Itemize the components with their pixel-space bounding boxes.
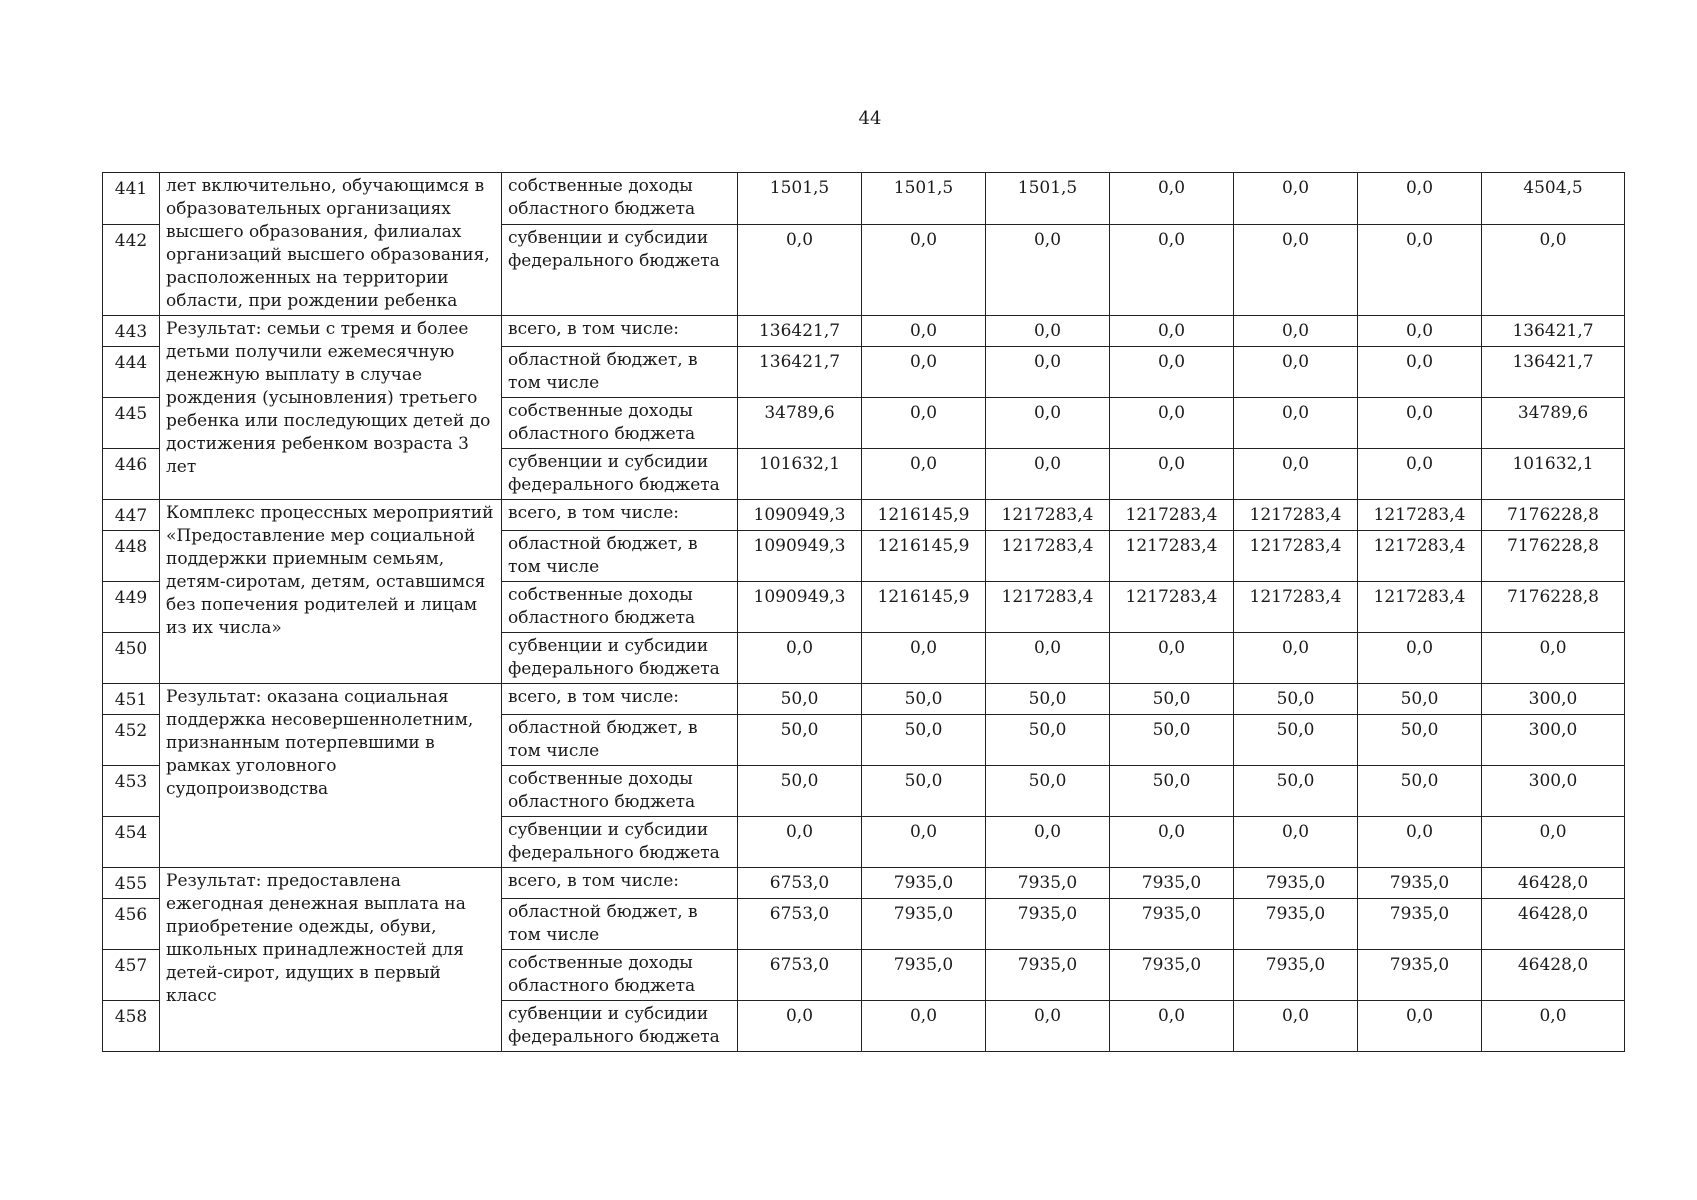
total-value: 34789,6 xyxy=(1482,398,1625,449)
year-value: 0,0 xyxy=(1110,347,1234,398)
row-number: 453 xyxy=(103,766,160,817)
table-row xyxy=(103,684,1625,715)
year-value: 1217283,4 xyxy=(1234,500,1358,531)
total-value: 136421,7 xyxy=(1482,316,1625,347)
year-value: 1090949,3 xyxy=(738,531,862,582)
table-row xyxy=(103,173,1625,225)
year-value: 0,0 xyxy=(1110,225,1234,316)
year-value: 50,0 xyxy=(738,766,862,817)
item-description: Комплекс процессных мероприятий «Предоставление мер социальной поддержки приемным семьям, детям-сиротам, детям, оставшимся без попечения родителей и лицам из их числа» xyxy=(160,500,502,684)
year-value: 50,0 xyxy=(1234,766,1358,817)
table-row xyxy=(103,868,1625,899)
year-value: 0,0 xyxy=(1358,1001,1482,1052)
total-value: 300,0 xyxy=(1482,684,1625,715)
year-value: 7935,0 xyxy=(1234,950,1358,1001)
year-value: 0,0 xyxy=(1110,449,1234,500)
total-value: 7176228,8 xyxy=(1482,582,1625,633)
year-value: 0,0 xyxy=(1234,316,1358,347)
item-description: лет включительно, обучающимся в образовательных организациях высшего образования, филиалах организаций высшего образования, расположенных на территории области, при рождении ребенка xyxy=(160,173,502,316)
year-value: 0,0 xyxy=(986,633,1110,684)
year-value: 136421,7 xyxy=(738,316,862,347)
funding-source: всего, в том числе: xyxy=(502,316,738,347)
total-value: 7176228,8 xyxy=(1482,531,1625,582)
year-value: 1216145,9 xyxy=(862,582,986,633)
year-value: 50,0 xyxy=(1358,684,1482,715)
year-value: 0,0 xyxy=(738,225,862,316)
row-number: 441 xyxy=(103,173,160,225)
funding-source: собственные доходы областного бюджета xyxy=(502,582,738,633)
funding-source: субвенции и субсидии федерального бюджета xyxy=(502,225,738,316)
year-value: 0,0 xyxy=(986,449,1110,500)
year-value: 0,0 xyxy=(862,398,986,449)
row-number: 452 xyxy=(103,715,160,766)
year-value: 0,0 xyxy=(862,449,986,500)
table-row xyxy=(103,500,1625,531)
total-value: 0,0 xyxy=(1482,817,1625,868)
year-value: 1217283,4 xyxy=(1110,500,1234,531)
year-value: 101632,1 xyxy=(738,449,862,500)
year-value: 50,0 xyxy=(1110,715,1234,766)
total-value: 300,0 xyxy=(1482,715,1625,766)
year-value: 0,0 xyxy=(738,817,862,868)
item-description: Результат: оказана социальная поддержка несовершеннолетним, признанным потерпевшими в рамках уголовного судопроизводства xyxy=(160,684,502,868)
year-value: 0,0 xyxy=(986,1001,1110,1052)
year-value: 7935,0 xyxy=(862,868,986,899)
year-value: 1501,5 xyxy=(738,173,862,225)
year-value: 1217283,4 xyxy=(986,500,1110,531)
item-description: Результат: семьи с тремя и более детьми получили ежемесячную денежную выплату в случае рождения (усыновления) третьего ребенка или последующих детей до достижения ребенком возраста 3 лет xyxy=(160,316,502,500)
year-value: 0,0 xyxy=(1358,817,1482,868)
funding-source: областной бюджет, в том числе xyxy=(502,715,738,766)
year-value: 50,0 xyxy=(1358,766,1482,817)
funding-source: всего, в том числе: xyxy=(502,500,738,531)
year-value: 1216145,9 xyxy=(862,531,986,582)
year-value: 0,0 xyxy=(986,316,1110,347)
year-value: 50,0 xyxy=(986,684,1110,715)
year-value: 0,0 xyxy=(1358,173,1482,225)
year-value: 50,0 xyxy=(862,766,986,817)
year-value: 1217283,4 xyxy=(1110,531,1234,582)
row-number: 457 xyxy=(103,950,160,1001)
year-value: 1216145,9 xyxy=(862,500,986,531)
row-number: 446 xyxy=(103,449,160,500)
row-number: 443 xyxy=(103,316,160,347)
year-value: 6753,0 xyxy=(738,868,862,899)
funding-source: субвенции и субсидии федерального бюджета xyxy=(502,1001,738,1052)
row-number: 456 xyxy=(103,899,160,950)
year-value: 0,0 xyxy=(986,347,1110,398)
total-value: 7176228,8 xyxy=(1482,500,1625,531)
total-value: 0,0 xyxy=(1482,225,1625,316)
year-value: 0,0 xyxy=(1110,817,1234,868)
row-number: 448 xyxy=(103,531,160,582)
year-value: 0,0 xyxy=(1110,173,1234,225)
year-value: 7935,0 xyxy=(1358,899,1482,950)
row-number: 445 xyxy=(103,398,160,449)
page-number: 44 xyxy=(858,108,882,129)
funding-source: собственные доходы областного бюджета xyxy=(502,950,738,1001)
year-value: 50,0 xyxy=(738,684,862,715)
year-value: 0,0 xyxy=(1234,449,1358,500)
year-value: 7935,0 xyxy=(862,899,986,950)
funding-source: субвенции и субсидии федерального бюджета xyxy=(502,817,738,868)
total-value: 300,0 xyxy=(1482,766,1625,817)
year-value: 0,0 xyxy=(1358,225,1482,316)
row-number: 449 xyxy=(103,582,160,633)
year-value: 6753,0 xyxy=(738,899,862,950)
year-value: 1090949,3 xyxy=(738,500,862,531)
year-value: 0,0 xyxy=(738,1001,862,1052)
funding-source: областной бюджет, в том числе xyxy=(502,899,738,950)
year-value: 1217283,4 xyxy=(1358,582,1482,633)
funding-source: всего, в том числе: xyxy=(502,868,738,899)
funding-source: субвенции и субсидии федерального бюджета xyxy=(502,449,738,500)
year-value: 1217283,4 xyxy=(986,531,1110,582)
year-value: 50,0 xyxy=(986,766,1110,817)
funding-source: областной бюджет, в том числе xyxy=(502,347,738,398)
year-value: 50,0 xyxy=(986,715,1110,766)
year-value: 0,0 xyxy=(1110,633,1234,684)
year-value: 7935,0 xyxy=(986,868,1110,899)
year-value: 50,0 xyxy=(1110,766,1234,817)
year-value: 50,0 xyxy=(738,715,862,766)
year-value: 0,0 xyxy=(1234,225,1358,316)
year-value: 1090949,3 xyxy=(738,582,862,633)
funding-source: субвенции и субсидии федерального бюджета xyxy=(502,633,738,684)
year-value: 0,0 xyxy=(1234,173,1358,225)
row-number: 444 xyxy=(103,347,160,398)
year-value: 7935,0 xyxy=(1358,950,1482,1001)
year-value: 0,0 xyxy=(862,347,986,398)
year-value: 1501,5 xyxy=(986,173,1110,225)
year-value: 7935,0 xyxy=(1110,868,1234,899)
row-number: 455 xyxy=(103,868,160,899)
budget-table xyxy=(102,172,1625,1052)
year-value: 0,0 xyxy=(862,817,986,868)
total-value: 101632,1 xyxy=(1482,449,1625,500)
total-value: 0,0 xyxy=(1482,633,1625,684)
year-value: 0,0 xyxy=(986,225,1110,316)
year-value: 7935,0 xyxy=(1358,868,1482,899)
year-value: 0,0 xyxy=(1234,398,1358,449)
total-value: 0,0 xyxy=(1482,1001,1625,1052)
year-value: 50,0 xyxy=(1234,715,1358,766)
year-value: 1217283,4 xyxy=(986,582,1110,633)
year-value: 50,0 xyxy=(1234,684,1358,715)
year-value: 34789,6 xyxy=(738,398,862,449)
year-value: 0,0 xyxy=(862,633,986,684)
year-value: 0,0 xyxy=(1234,347,1358,398)
year-value: 0,0 xyxy=(1358,398,1482,449)
total-value: 46428,0 xyxy=(1482,899,1625,950)
year-value: 7935,0 xyxy=(862,950,986,1001)
year-value: 7935,0 xyxy=(986,950,1110,1001)
year-value: 7935,0 xyxy=(1234,868,1358,899)
year-value: 0,0 xyxy=(862,225,986,316)
year-value: 1217283,4 xyxy=(1234,582,1358,633)
year-value: 0,0 xyxy=(986,817,1110,868)
year-value: 0,0 xyxy=(1110,398,1234,449)
table-body xyxy=(103,173,1625,1052)
year-value: 1501,5 xyxy=(862,173,986,225)
year-value: 0,0 xyxy=(1110,1001,1234,1052)
funding-source: собственные доходы областного бюджета xyxy=(502,766,738,817)
year-value: 0,0 xyxy=(986,398,1110,449)
year-value: 136421,7 xyxy=(738,347,862,398)
total-value: 46428,0 xyxy=(1482,868,1625,899)
year-value: 6753,0 xyxy=(738,950,862,1001)
year-value: 0,0 xyxy=(1110,316,1234,347)
row-number: 458 xyxy=(103,1001,160,1052)
funding-source: областной бюджет, в том числе xyxy=(502,531,738,582)
row-number: 454 xyxy=(103,817,160,868)
funding-source: собственные доходы областного бюджета xyxy=(502,398,738,449)
total-value: 4504,5 xyxy=(1482,173,1625,225)
year-value: 1217283,4 xyxy=(1234,531,1358,582)
item-description: Результат: предоставлена ежегодная денежная выплата на приобретение одежды, обуви, школьных принадлежностей для детей-сирот, идущих в первый класс xyxy=(160,868,502,1052)
total-value: 136421,7 xyxy=(1482,347,1625,398)
table-row xyxy=(103,316,1625,347)
year-value: 1217283,4 xyxy=(1110,582,1234,633)
year-value: 0,0 xyxy=(862,316,986,347)
total-value: 46428,0 xyxy=(1482,950,1625,1001)
year-value: 0,0 xyxy=(1358,633,1482,684)
year-value: 0,0 xyxy=(738,633,862,684)
year-value: 1217283,4 xyxy=(1358,500,1482,531)
funding-source: всего, в том числе: xyxy=(502,684,738,715)
year-value: 50,0 xyxy=(1110,684,1234,715)
year-value: 7935,0 xyxy=(1234,899,1358,950)
year-value: 50,0 xyxy=(862,684,986,715)
year-value: 1217283,4 xyxy=(1358,531,1482,582)
year-value: 50,0 xyxy=(1358,715,1482,766)
row-number: 450 xyxy=(103,633,160,684)
year-value: 0,0 xyxy=(1358,449,1482,500)
row-number: 447 xyxy=(103,500,160,531)
row-number: 451 xyxy=(103,684,160,715)
year-value: 0,0 xyxy=(862,1001,986,1052)
year-value: 0,0 xyxy=(1234,633,1358,684)
funding-source: собственные доходы областного бюджета xyxy=(502,173,738,225)
year-value: 7935,0 xyxy=(1110,899,1234,950)
year-value: 50,0 xyxy=(862,715,986,766)
year-value: 0,0 xyxy=(1358,347,1482,398)
year-value: 0,0 xyxy=(1234,817,1358,868)
year-value: 0,0 xyxy=(1234,1001,1358,1052)
year-value: 7935,0 xyxy=(986,899,1110,950)
year-value: 0,0 xyxy=(1358,316,1482,347)
row-number: 442 xyxy=(103,225,160,316)
year-value: 7935,0 xyxy=(1110,950,1234,1001)
